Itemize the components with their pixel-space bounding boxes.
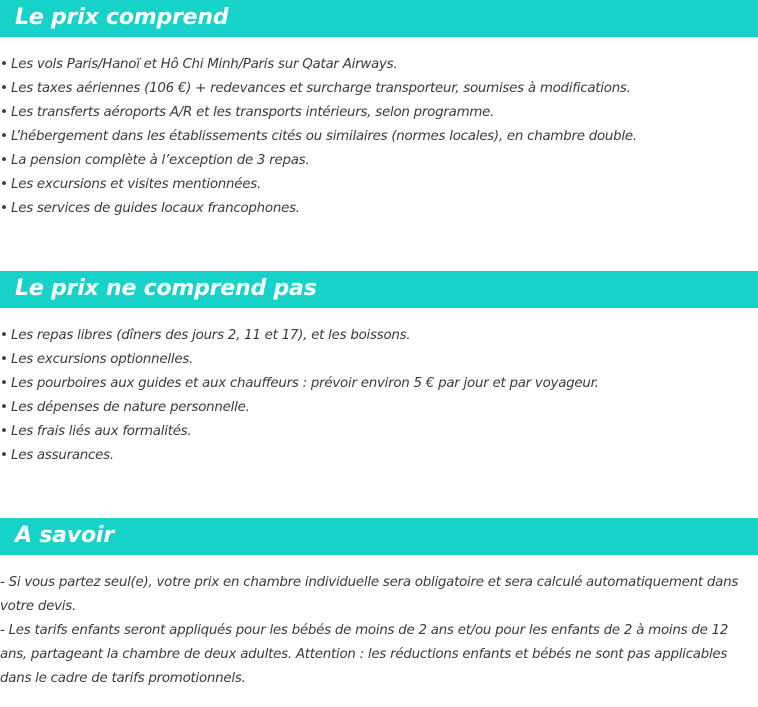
list-item: • Les repas libres (dîners des jours 2, 11 et 17), et les boissons. — [0, 324, 758, 348]
section-title: Le prix comprend — [15, 5, 229, 30]
list-item: • Les taxes aériennes (106 €) + redevances et surcharge transporteur, soumises à modifications. — [0, 77, 758, 101]
bullet-icon: • — [0, 400, 8, 415]
list-item: • Les dépenses de nature personnelle. — [0, 396, 758, 420]
included-list — [0, 53, 758, 221]
bullet-icon: • — [0, 424, 8, 439]
bullet-icon: • — [0, 201, 8, 216]
bullet-icon: • — [0, 105, 8, 120]
bullet-icon: • — [0, 129, 8, 144]
bullet-icon: • — [0, 81, 8, 96]
section-header-le-prix-ne-comprend-pas — [0, 271, 758, 308]
bullet-icon: • — [0, 376, 8, 391]
paragraph: - Si vous partez seul(e), votre prix en chambre individuelle sera obligatoire et sera calculé automatiquement dans votre devis. — [0, 575, 739, 614]
section-title: Le prix ne comprend pas — [15, 276, 317, 301]
bullet-icon: • — [0, 328, 8, 343]
bullet-icon: • — [0, 153, 8, 168]
bullet-icon: • — [0, 352, 8, 367]
list-item: • Les assurances. — [0, 444, 758, 468]
bullet-icon: • — [0, 177, 8, 192]
list-item: • Les services de guides locaux francophones. — [0, 197, 758, 221]
list-item: • L’hébergement dans les établissements cités ou similaires (normes locales), en chambre double. — [0, 125, 758, 149]
a-savoir-text — [0, 571, 758, 691]
list-item: • Les excursions optionnelles. — [0, 348, 758, 372]
paragraph: - Les tarifs enfants seront appliqués pour les bébés de moins de 2 ans et/ou pour les enfants de 2 à moins de 12 ans, partageant la chambre de deux adultes. Attention : les réductions enfants et bébés ne sont pas applicables dans le cadre de tarifs promotionnels. — [0, 623, 729, 686]
list-item: • Les vols Paris/Hanoï et Hô Chi Minh/Paris sur Qatar Airways. — [0, 53, 758, 77]
bullet-icon: • — [0, 448, 8, 463]
section-header-a-savoir — [0, 518, 758, 555]
bullet-icon: • — [0, 57, 8, 72]
list-item: • Les transferts aéroports A/R et les transports intérieurs, selon programme. — [0, 101, 758, 125]
list-item: • Les frais liés aux formalités. — [0, 420, 758, 444]
list-item: • La pension complète à l’exception de 3 repas. — [0, 149, 758, 173]
list-item: • Les excursions et visites mentionnées. — [0, 173, 758, 197]
excluded-list — [0, 324, 758, 468]
section-header-le-prix-comprend — [0, 0, 758, 37]
list-item: • Les pourboires aux guides et aux chauffeurs : prévoir environ 5 € par jour et par voyageur. — [0, 372, 758, 396]
section-title: A savoir — [15, 523, 114, 548]
